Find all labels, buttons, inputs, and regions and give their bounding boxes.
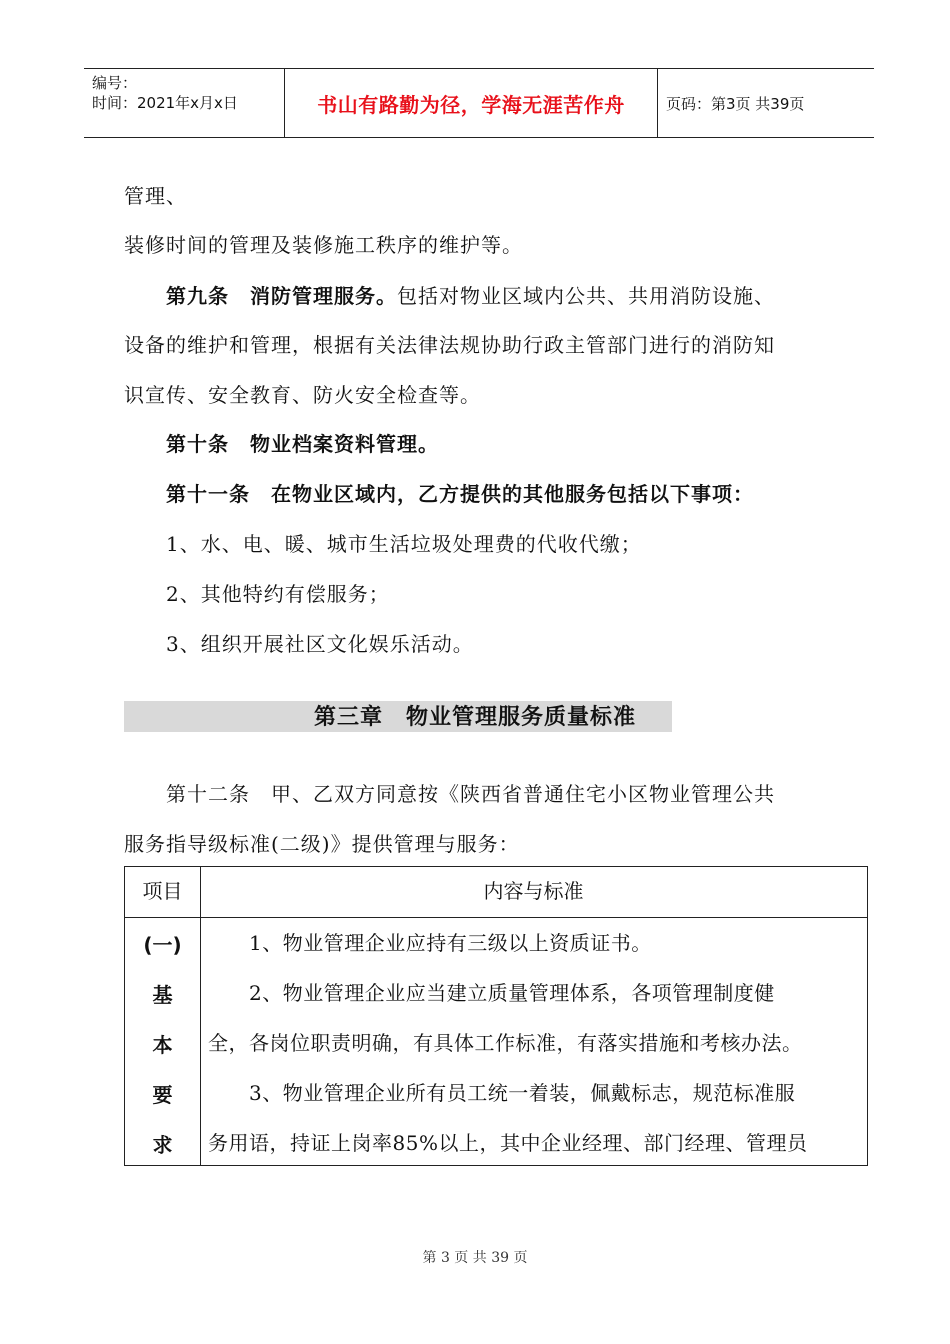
table-content-line: 2、物业管理企业应当建立质量管理体系，各项管理制度健 bbox=[208, 981, 775, 1005]
list-item-3: 3、组织开展社区文化娱乐活动。 bbox=[166, 632, 474, 656]
table-content-line: 务用语，持证上岗率85%以上，其中企业经理、部门经理、管理员 bbox=[208, 1131, 808, 1155]
table-content-line: 全，各岗位职责明确，有具体工作标准，有落实措施和考核办法。 bbox=[208, 1031, 803, 1055]
table-content-line: 1、物业管理企业应持有三级以上资质证书。 bbox=[208, 931, 652, 955]
row-label-char: 求 bbox=[152, 1133, 173, 1157]
body-line-2: 装修时间的管理及装修施工秩序的维护等。 bbox=[124, 233, 523, 257]
article-11: 第十一条 在物业区域内，乙方提供的其他服务包括以下事项： bbox=[166, 482, 754, 506]
table-content-line: 3、物业管理企业所有员工统一着装，佩戴标志，规范标准服 bbox=[208, 1081, 796, 1105]
header-motto: 书山有路勤为径，学海无涯苦作舟 bbox=[317, 92, 625, 117]
row-label-char: (一) bbox=[143, 933, 182, 957]
header-motto-cell bbox=[285, 69, 658, 137]
list-item-1: 1、水、电、暖、城市生活垃圾处理费的代收代缴； bbox=[166, 532, 642, 556]
row-label-char: 要 bbox=[152, 1083, 173, 1107]
body-line-1: 管理、 bbox=[124, 184, 187, 208]
article-9-text: 包括对物业区域内公共、共用消防设施、 bbox=[397, 284, 775, 308]
article-9-line-1 bbox=[166, 282, 775, 310]
article-12-line-2: 服务指导级标准(二级)》提供管理与服务： bbox=[124, 832, 520, 856]
page-footer: 第 3 页 共 39 页 bbox=[422, 1250, 528, 1266]
row-label-char: 基 bbox=[152, 983, 173, 1007]
list-item-2: 2、其他特约有偿服务； bbox=[166, 582, 390, 606]
article-9-line-2: 设备的维护和管理，根据有关法律法规协助行政主管部门进行的消防知 bbox=[124, 333, 775, 357]
document-header bbox=[84, 68, 874, 138]
time-label: 时间：2021年x月x日 bbox=[92, 94, 238, 112]
table-header-divider bbox=[125, 917, 867, 918]
article-9-line-3: 识宣传、安全教育、防火安全检查等。 bbox=[124, 383, 481, 407]
header-page-info: 页码：第3页 共39页 bbox=[666, 94, 805, 113]
serial-label: 编号： bbox=[92, 74, 138, 92]
table-header-item: 项目 bbox=[142, 879, 183, 903]
standards-table bbox=[124, 866, 868, 1166]
table-column-divider bbox=[200, 867, 201, 1165]
article-9-title: 第九条 消防管理服务。 bbox=[166, 284, 397, 308]
header-meta bbox=[84, 69, 285, 137]
article-10: 第十条 物业档案资料管理。 bbox=[166, 432, 439, 456]
article-12-line-1: 第十二条 甲、乙双方同意按《陕西省普通住宅小区物业管理公共 bbox=[166, 782, 775, 806]
table-header-content: 内容与标准 bbox=[483, 879, 584, 903]
row-label-char: 本 bbox=[152, 1033, 173, 1057]
chapter-title: 第三章 物业管理服务质量标准 bbox=[313, 705, 636, 730]
